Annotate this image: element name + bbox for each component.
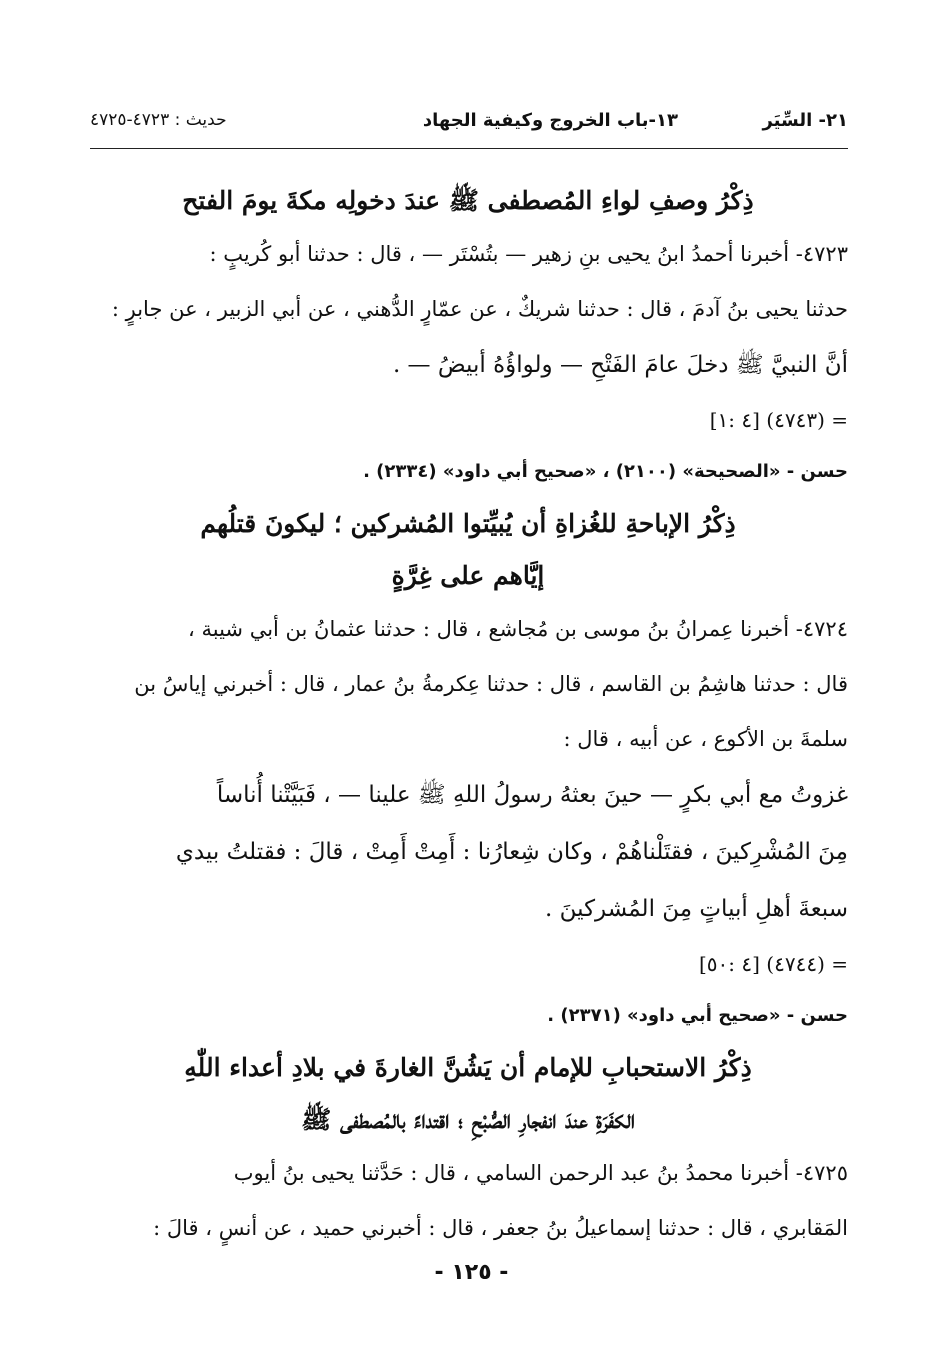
section-heading: الكفَرَةِ عندَ انفجارِ الصُّبْحِ ؛ اقتداءً بالمُصطفى ﷺ <box>301 1105 635 1134</box>
text-line: حدثنا يحيى بنُ آدمَ ، قال : حدثنا شريكٌ ، عن عمّارٍ الدُّهني ، عن أبي الزبير ، عن جابرٍ : <box>111 297 848 321</box>
text-line: ٤٧٢٥- أخبرنا محمدُ بنُ عبد الرحمن السامي ، قال : حَدَّثنا يحيى بنُ أيوب <box>233 1161 848 1185</box>
text-line: المَقابري ، قال : حدثنا إسماعيلُ بنُ جعفر ، قال : أخبرني حميد ، عن أنسٍ ، قالَ : <box>153 1216 848 1240</box>
cross-reference: = (٤٧٤٤) [٤ :٥٠] <box>698 952 848 976</box>
page-number: - ١٢٥ - <box>434 1260 509 1285</box>
section-heading: إيَّاهم على غِرَّةٍ <box>391 561 545 590</box>
section-heading: ذِكْرُ الإباحةِ للغُزاةِ أن يُبيِّتوا المُشركين ؛ ليكونَ قتلُهم <box>200 509 736 538</box>
hadith-text-line: سبعةَ أهلِ أبياتٍ مِنَ المُشركينَ . <box>545 896 848 922</box>
header-divider <box>90 148 848 149</box>
text-line: ٤٧٢٣- أخبرنا أحمدُ ابنُ يحيى بنِ زهير — بتُسْتَر — ، قال : حدثنا أبو كُريبٍ : <box>209 242 848 266</box>
section-heading: ذِكْرُ وصفِ لواءِ المُصطفى ﷺ عندَ دخولِه مكةَ يومَ الفتح <box>182 186 754 215</box>
chapter-title: ٢١- السِّيَر <box>762 110 848 131</box>
hadith-text-line: غزوتُ مع أبي بكرٍ — حينَ بعثهُ رسولُ اللهِ ﷺ علينا — ، فَبَيَّتْنا أُناساً <box>216 782 848 808</box>
hadith-grade: حسن - «صحيح أبي داود» (٢٣٧١) . <box>547 1005 848 1026</box>
section-title: ١٣-باب الخروج وكيفية الجهاد <box>422 110 678 131</box>
text-line: ٤٧٢٤- أخبرنا عِمرانُ بنُ موسى بن مُجاشع ، قال : حدثنا عثمانُ بن أبي شيبة ، <box>188 617 848 641</box>
cross-reference: = (٤٧٤٣) [٤ :١] <box>709 408 848 432</box>
running-header <box>90 110 848 140</box>
hadith-text-line: أنَّ النبيَّ ﷺ دخلَ عامَ الفَتْحِ — ولواؤُهُ أبيضُ — . <box>392 352 848 378</box>
text-line: سلمةَ بن الأكوع ، عن أبيه ، قال : <box>563 727 848 751</box>
text-line: قال : حدثنا هاشِمُ بن القاسم ، قال : حدثنا عِكرمةُ بنُ عمار ، قال : أخبرني إياسُ بن <box>134 672 848 696</box>
hadith-grade: حسن - «الصحيحة» (٢١٠٠) ، «صحيح أبي داود» (٢٣٣٤) . <box>363 461 848 482</box>
hadith-text-line: مِنَ المُشْرِكينَ ، فقتَلْناهُمْ ، وكان شِعارُنا : أَمِتْ أَمِتْ ، قالَ : فقتلتُ بيدي <box>175 839 848 865</box>
page-body <box>88 175 848 1256</box>
hadith-range: حديث : ٤٧٢٣-٤٧٢٥ <box>90 110 227 130</box>
section-heading: ذِكْرُ الاستحبابِ للإمام أن يَشُنَّ الغارةَ في بلادِ أعداء اللّٰهِ <box>184 1053 752 1082</box>
